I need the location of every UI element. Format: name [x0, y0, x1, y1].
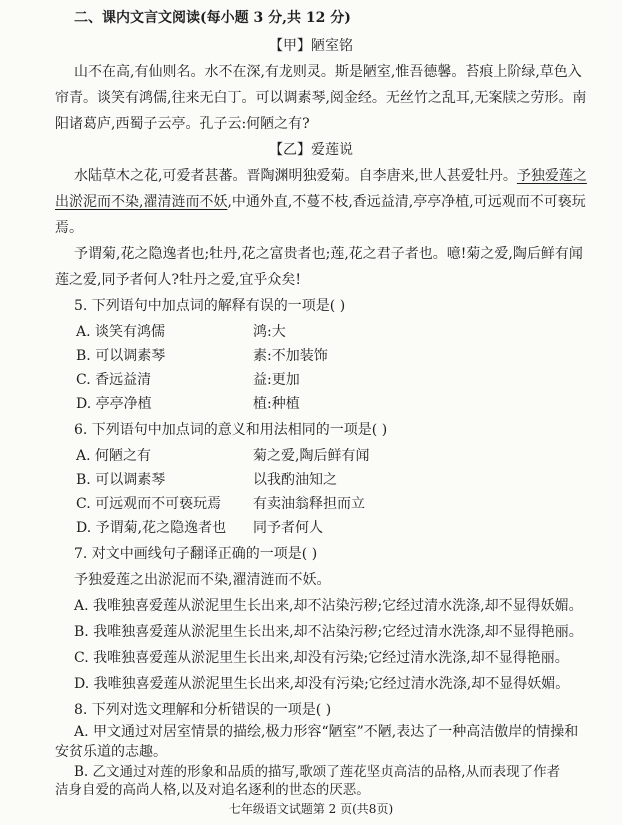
question-8-option-cont: 洁身自爱的高尚人格,以及对追名逐利的世态的厌恶。 [55, 782, 370, 798]
question-6-option: C. 可远观而不可亵玩焉 有卖油翁释担而立 [76, 496, 365, 512]
question-7-option: B. 我唯独喜爱莲从淤泥里生长出来,却不沾染污秽;它经过清水洗涤,却不显得艳丽。 [74, 624, 583, 640]
question-6-option: B. 可以调素琴 以我酌油知之 [76, 472, 337, 488]
question-8-stem: 8. 下列对选文理解和分析错误的一项是( ) [74, 702, 332, 718]
passage-jia-line: 山不在高,有仙则名。水不在深,有龙则灵。斯是陋室,惟吾德馨。苔痕上阶绿,草色入 [74, 64, 582, 80]
passage-yi-text: 水陆草木之花,可爱者甚蕃。晋陶渊明独爱菊。自李唐来,世人甚爱牡丹。 [74, 168, 517, 184]
question-7-option: C. 我唯独喜爱莲从淤泥里生长出来,却没有污染;它经过清水洗涤,却不显得艳丽。 [74, 650, 569, 666]
underlined-sentence: 予独爱莲之 [516, 168, 587, 184]
question-6-stem: 6. 下列语句中加点词的意义和用法相同的一项是( ) [74, 422, 388, 438]
underlined-sentence: 出淤泥而不染,濯清涟而不妖 [55, 194, 228, 210]
question-7-option: D. 我唯独喜爱莲从淤泥里生长出来,却没有污染;它经过清水洗涤,却不显得妖媚。 [74, 676, 570, 692]
question-6-option: A. 何陋之有 菊之爱,陶后鲜有闻 [76, 448, 370, 464]
question-8-option: A. 甲文通过对居室情景的描绘,极力形容“陋室”不陋,表达了一种高洁傲岸的情操和 [74, 724, 579, 740]
passage-yi-line [74, 166, 622, 186]
passage-jia-title: 【甲】陋室铭 [269, 38, 353, 54]
question-7-sentence: 予独爱莲之出淤泥而不染,濯清涟而不妖。 [74, 572, 331, 588]
question-6-option: D. 予谓菊,花之隐逸者也 同予者何人 [76, 520, 323, 536]
question-5-option: C. 香远益清 益:更加 [76, 372, 300, 388]
page-footer: 七年级语文试题第 2 页(共8页) [228, 802, 394, 816]
passage-jia-line: 阳诸葛庐,西蜀子云亭。孔子云:何陋之有? [55, 116, 310, 132]
passage-yi-title: 【乙】爱莲说 [269, 142, 353, 158]
passage-yi-line: 莲之爱,同予者何人?牡丹之爱,宜乎众矣! [55, 272, 302, 288]
passage-yi-line: 予谓菊,花之隐逸者也;牡丹,花之富贵者也;莲,花之君子者也。噫!菊之爱,陶后鲜有闻 [74, 246, 583, 262]
passage-yi-line [55, 192, 622, 212]
question-5-option: A. 谈笑有鸿儒 鸿:大 [76, 324, 286, 340]
question-8-option-cont: 安贫乐道的志趣。 [55, 744, 167, 760]
question-5-option: D. 亭亭净植 植:种植 [76, 396, 300, 412]
question-5-stem: 5. 下列语句中加点词的解释有误的一项是( ) [74, 298, 346, 314]
passage-jia-line: 帘青。谈笑有鸿儒,往来无白丁。可以调素琴,阅金经。无丝竹之乱耳,无案牍之劳形。南 [55, 90, 587, 106]
question-7-option: A. 我唯独喜爱莲从淤泥里生长出来,却不沾染污秽;它经过清水洗涤,却不显得妖媚。 [74, 598, 583, 614]
question-5-option: B. 可以调素琴 素:不加装饰 [76, 348, 328, 364]
question-7-stem: 7. 对文中画线句子翻译正确的一项是( ) [74, 546, 318, 562]
section-title: 二、课内文言文阅读(每小题 3 分,共 12 分) [74, 10, 351, 26]
passage-yi-line: 焉。 [55, 220, 83, 236]
passage-yi-text: ,中通外直,不蔓不枝,香远益清,亭亭净植,可远观而不可亵玩 [227, 194, 586, 210]
question-8-option: B. 乙文通过对莲的形象和品质的描写,歌颂了莲花坚贞高洁的品格,从而表现了作者 [74, 764, 561, 780]
